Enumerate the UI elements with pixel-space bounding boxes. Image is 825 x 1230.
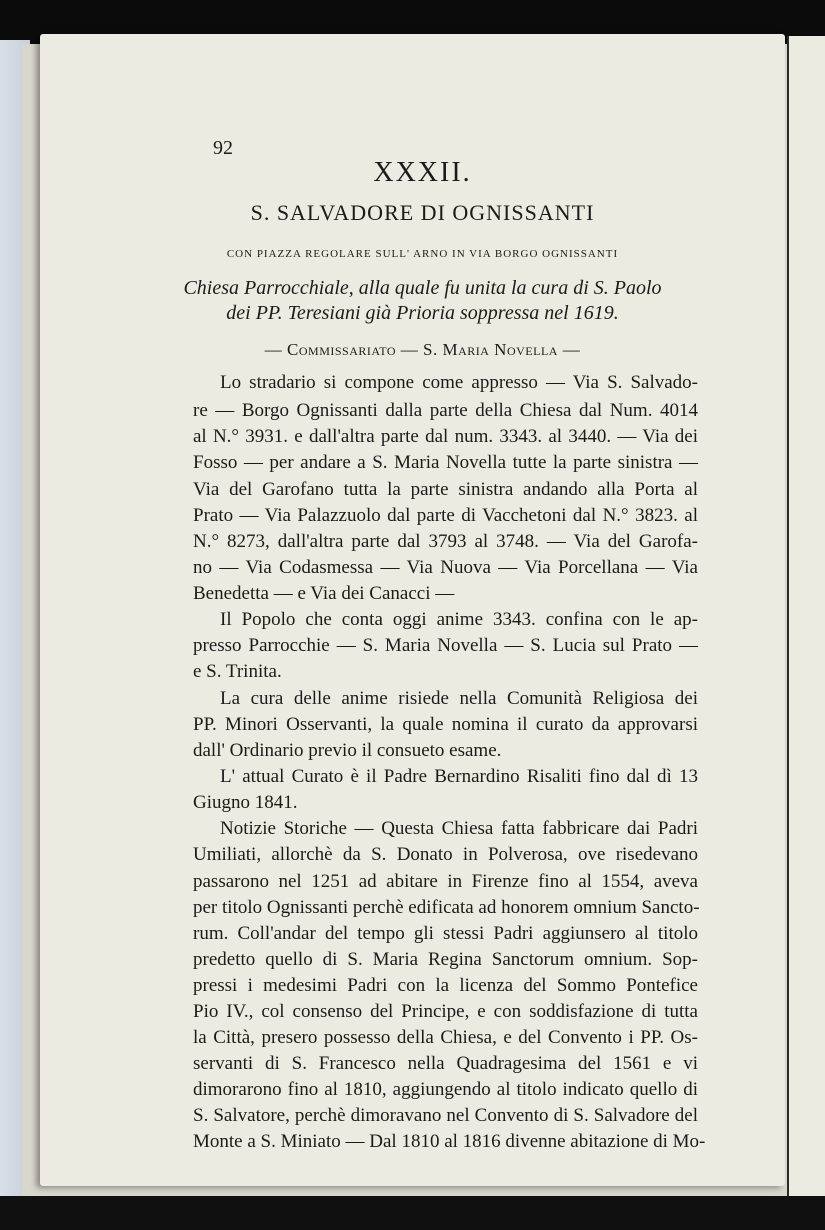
body-line: passarono nel 1251 ad abitare in Firenze fino al 1554, aveva	[193, 871, 698, 892]
body-line: Giugno 1841.	[193, 792, 298, 813]
body-line: N.° 8273, dall'altra parte dal 3793 al 3748. — Via del Garofa-	[193, 531, 698, 552]
body-line: no — Via Codasmessa — Via Nuova — Via Porcellana — Via	[193, 557, 698, 578]
body-line: Fosso — per andare a S. Maria Novella tutte la parte sinistra —	[193, 452, 698, 473]
district-label: Commissariato	[287, 340, 397, 359]
body-line: la Città, presero possesso della Chiesa, e del Convento i PP. Os-	[193, 1027, 698, 1048]
body-line: al N.° 3931. e dall'altra parte dal num. 3343. al 3440. — Via dei	[193, 426, 698, 447]
body-line: Prato — Via Palazzuolo dal parte di Vacchetoni dal N.° 3823. al	[193, 505, 698, 526]
body-line: PP. Minori Osservanti, la quale nomina il curato da approvarsi	[193, 714, 698, 735]
body-line: La cura delle anime risiede nella Comunità Religiosa dei	[220, 688, 698, 709]
parish-description-line: Chiesa Parrocchiale, alla quale fu unita la cura di S. Paolo	[183, 277, 662, 299]
chapter-number: XXXII.	[373, 157, 472, 188]
body-line: presso Parrocchie — S. Maria Novella — S. Lucia sul Prato —	[193, 635, 698, 656]
district-parish: S. Maria Novella	[423, 340, 558, 359]
church-subtitle: CON PIAZZA REGOLARE SULL' ARNO IN VIA BORGO OGNISSANTI	[226, 248, 619, 260]
district-line	[0, 340, 825, 360]
body-line: Pio IV., col consenso del Principe, e con soddisfazione di tutta	[193, 1001, 698, 1022]
body-line: pressi i medesimi Padri con la licenza del Sommo Pontefice	[193, 975, 698, 996]
body-line: S. Salvatore, perchè dimoravano nel Convento di S. Salvadore del	[193, 1105, 698, 1126]
page-number: 92	[213, 137, 233, 159]
body-line: servanti di S. Francesco nella Quadragesima del 1561 e vi	[193, 1053, 698, 1074]
parish-description-line: dei PP. Teresiani già Prioria soppressa nel 1619.	[226, 302, 619, 324]
body-line: predetto quello di S. Maria Regina Sanctorum omnium. Sop-	[193, 949, 698, 970]
dash: —	[400, 340, 419, 359]
body-line: rum. Coll'andar del tempo gli stessi Padri aggiunsero al titolo	[193, 923, 698, 944]
body-line: Monte a S. Miniato — Dal 1810 al 1816 divenne abitazione di Mo-	[193, 1131, 706, 1152]
body-line: Benedetta — e Via dei Canacci —	[193, 583, 455, 604]
dash: —	[562, 340, 581, 359]
body-line: dimorarono fino al 1810, aggiungendo al titolo indicato quello di	[193, 1079, 698, 1100]
church-title: S. SALVADORE DI OGNISSANTI	[250, 200, 595, 225]
body-line: Via del Garofano tutta la parte sinistra andando alla Porta al	[193, 479, 698, 500]
body-line: Il Popolo che conta oggi anime 3343. confina con le ap-	[220, 609, 698, 630]
body-line: Notizie Storiche — Questa Chiesa fatta fabbricare dai Padri	[220, 818, 698, 839]
body-line: e S. Trinita.	[193, 661, 282, 682]
body-line: Lo stradario si compone come appresso — Via S. Salvado-	[220, 372, 698, 393]
body-line: per titolo Ognissanti perchè edificata ad honorem omnium Sancto-	[193, 897, 700, 918]
dash: —	[264, 340, 283, 359]
body-line: re — Borgo Ognissanti dalla parte della Chiesa dal Num. 4014	[193, 400, 698, 421]
body-line: dall' Ordinario previo il consueto esame.	[193, 740, 502, 761]
parish-description	[0, 276, 825, 326]
body-line: L' attual Curato è il Padre Bernardino Risaliti fino dal dì 13	[220, 766, 698, 787]
body-line: Umiliati, allorchè da S. Donato in Polverosa, ove risedevano	[193, 844, 698, 865]
scan-bottom-border	[0, 1196, 825, 1230]
